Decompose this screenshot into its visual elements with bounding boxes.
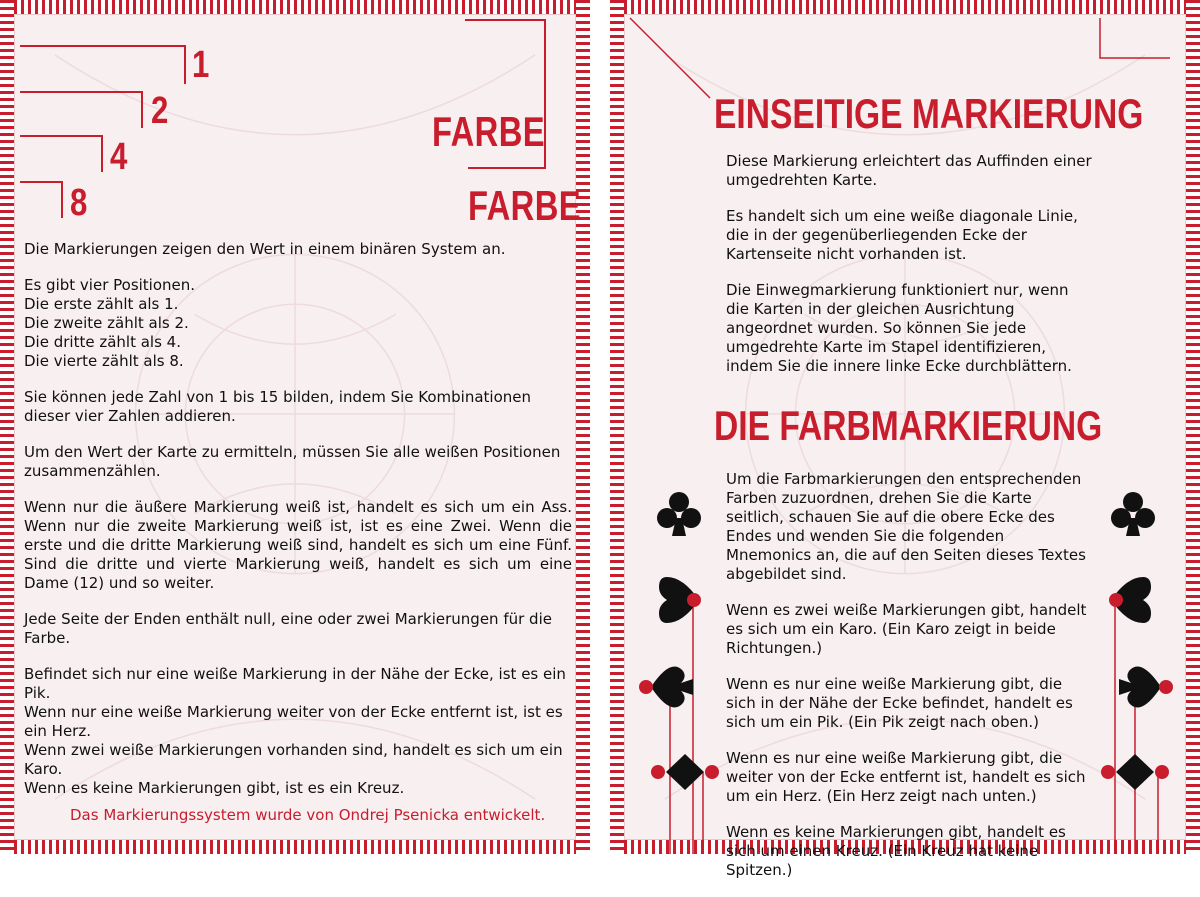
suit-marking-text bbox=[726, 470, 1092, 897]
paragraph: Die Einwegmarkierung funktioniert nur, wenn die Karten in der gleichen Ausrichtung angeordnet wurden. So können Sie jede umgedrehte Karte im Stapel identifizieren, indem Sie die innere linke Ecke durchblättern. bbox=[726, 281, 1072, 375]
paragraph: Wenn es zwei weiße Markierungen gibt, handelt es sich um ein Karo. (Ein Karo zeigt in beide Richtungen.) bbox=[726, 601, 1087, 657]
combine-paragraph: Sie können jede Zahl von 1 bis 15 bilden, indem Sie Kombinationen dieser vier Zahlen addieren. bbox=[24, 388, 531, 425]
heading-suit-marking: DIE FARBMARKIERUNG bbox=[714, 402, 1103, 449]
ends-paragraph: Jede Seite der Enden enthält null, eine oder zwei Markierungen für die Farbe. bbox=[24, 610, 552, 647]
suit-rule-line: Wenn zwei weiße Markierungen vorhanden sind, handelt es sich um ein Karo. bbox=[24, 741, 563, 778]
examples-paragraph: Wenn nur die äußere Markierung weiß ist, handelt es sich um ein Ass. Wenn nur die zweite Markierung weiß ist, ist es eine Zwei. Wenn die erste und die dritte Markierung weiß sind, handelt es sich um eine Fünf. Sind die dritte und vierte Markierung weiß, handelt es sich um eine Dame (12) und so weiter. bbox=[24, 498, 572, 592]
card-right-panel bbox=[610, 0, 1200, 879]
sum-paragraph: Um den Wert der Karte zu ermitteln, müssen Sie alle weißen Positionen zusammenzählen. bbox=[24, 443, 561, 480]
farbe-label-lower: FARBE bbox=[468, 182, 581, 229]
marking-value-1: 1 bbox=[192, 44, 210, 86]
farbe-label-upper: FARBE bbox=[432, 108, 545, 155]
paragraph: Es handelt sich um eine weiße diagonale Linie, die in der gegenüberliegenden Ecke der Kartenseite nicht vorhanden ist. bbox=[726, 207, 1078, 263]
club-icon bbox=[1108, 488, 1158, 538]
border-bottom bbox=[0, 840, 590, 854]
heading-one-sided-marking: EINSEITIGE MARKIERUNG bbox=[714, 90, 1144, 137]
positions-line: Die dritte zählt als 4. bbox=[24, 333, 181, 351]
marking-value-4: 4 bbox=[110, 136, 128, 178]
paragraph: Um die Farbmarkierungen den entsprechenden Farben zuzuordnen, drehen Sie die Karte seitlich, schauen Sie auf die obere Ecke des Endes und wenden Sie die folgenden Mnemonics an, die auf den Seiten dieses Textes abgebildet sind. bbox=[726, 470, 1086, 583]
positions-line: Die zweite zählt als 2. bbox=[24, 314, 189, 332]
paragraph: Wenn es nur eine weiße Markierung gibt, die weiter von der Ecke entfernt ist, handelt es sich um ein Herz. (Ein Herz zeigt nach unten.) bbox=[726, 749, 1086, 805]
paragraph: Diese Markierung erleichtert das Auffinden einer umgedrehten Karte. bbox=[726, 152, 1092, 189]
spade-icon bbox=[1110, 662, 1180, 712]
heart-icon bbox=[1104, 578, 1158, 622]
marking-value-2: 2 bbox=[151, 90, 169, 132]
suit-rule-line: Wenn es keine Markierungen gibt, ist es ein Kreuz. bbox=[24, 779, 405, 797]
card-left-panel bbox=[0, 0, 590, 854]
diamond-icon bbox=[1094, 752, 1176, 792]
credit-line: Das Markierungssystem wurde von Ondrej Psenicka entwickelt. bbox=[70, 806, 546, 824]
intro-paragraph: Die Markierungen zeigen den Wert in einem binären System an. bbox=[24, 240, 506, 258]
paragraph: Wenn es nur eine weiße Markierung gibt, die sich in der Nähe der Ecke befindet, handelt es sich um ein Pik. (Ein Pik zeigt nach oben.) bbox=[726, 675, 1073, 731]
positions-line: Die erste zählt als 1. bbox=[24, 295, 179, 313]
positions-line: Die vierte zählt als 8. bbox=[24, 352, 184, 370]
diamond-icon bbox=[644, 752, 726, 792]
heart-icon bbox=[652, 578, 706, 622]
left-body-text bbox=[24, 240, 572, 815]
positions-line: Es gibt vier Positionen. bbox=[24, 276, 196, 294]
suit-rule-line: Befindet sich nur eine weiße Markierung in der Nähe der Ecke, ist es ein Pik. bbox=[24, 665, 566, 702]
spade-icon bbox=[632, 662, 702, 712]
paragraph: Wenn es keine Markierungen gibt, handelt es sich um einen Kreuz. (Ein Kreuz hat keine Spitzen.) bbox=[726, 823, 1066, 879]
club-icon bbox=[654, 488, 704, 538]
one-sided-text bbox=[726, 152, 1096, 393]
marking-value-8: 8 bbox=[70, 182, 88, 224]
suit-rule-line: Wenn nur eine weiße Markierung weiter von der Ecke entfernt ist, ist es ein Herz. bbox=[24, 703, 563, 740]
